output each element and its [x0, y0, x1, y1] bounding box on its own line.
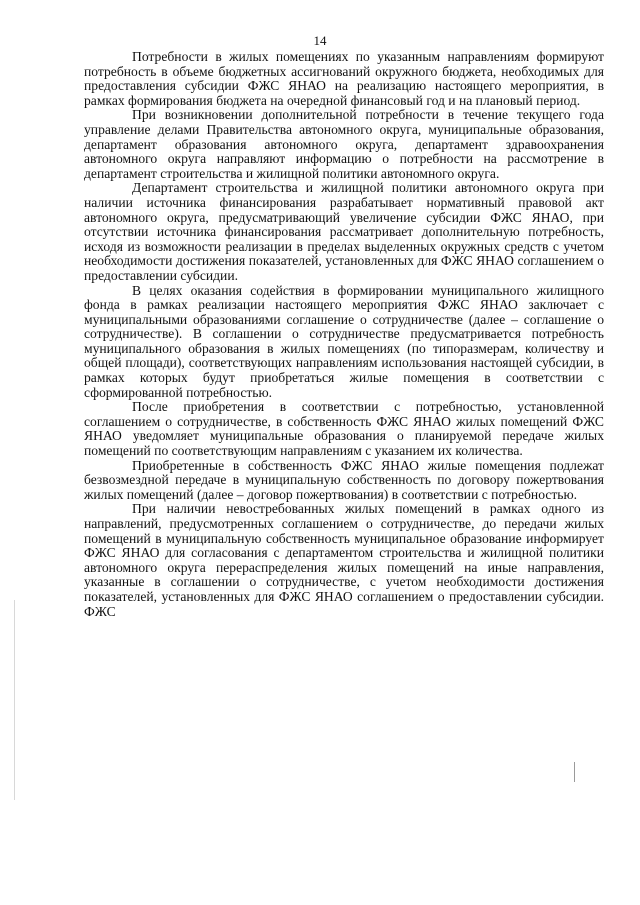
- paragraph-1: Потребности в жилых помещениях по указанным направлениям формируют потребность в объеме бюджетных ассигнований окружного бюджета, необходимых для предоставления субсидии ФЖС ЯНАО на реализацию настоящего мероприятия, в рамках формирования бюджета на очередной финансовый год и на плановый период.: [84, 49, 604, 108]
- paragraph-2: При возникновении дополнительной потребности в течение текущего года управление делами Правительства автономного округа, муниципальные образования, департамент образования автономного округа, департамент здравоохранения автономного округа направляют информацию о потребности на рассмотрение в департамент строительства и жилищной политики автономного округа.: [84, 107, 604, 181]
- paragraph-6: Приобретенные в собственность ФЖС ЯНАО жилые помещения подлежат безвозмездной передаче в муниципальную собственность по договору пожертвования жилых помещений (далее – договор пожертвования) в соответствии с потребностью.: [84, 457, 604, 502]
- page-number: 14: [313, 33, 327, 48]
- paragraph-3: Департамент строительства и жилищной политики автономного округа при наличии источника финансирования разрабатывает нормативный правовой акт автономного округа, предусматривающий увеличение субсидии ФЖС ЯНАО, при отсутствии источника финансирования рассматривает дополнительную потребность, исходя из возможности реализации в пределах выделенных окружных средств с учетом необходимости достижения показателей, установленных для ФЖС ЯНАО соглашением о предоставлении субсидии.: [84, 180, 604, 283]
- document-body: [84, 50, 604, 619]
- paragraph-7: При наличии невостребованных жилых помещений в рамках одного из направлений, предусмотренных соглашением о сотрудничестве, до передачи жилых помещений в муниципальную собственность муниципальное образование информирует ФЖС ЯНАО для согласования с департаментом строительства и жилищной политики автономного округа перераспределения жилых помещений на иные направления, указанные в соглашении о сотрудничестве, с учетом необходимости достижения показателей, установленных для ФЖС ЯНАО соглашением о предоставлении субсидии. ФЖС: [84, 501, 604, 619]
- scan-artifact-left: [14, 600, 15, 800]
- paragraph-4: В целях оказания содействия в формировании муниципального жилищного фонда в рамках реализации настоящего мероприятия ФЖС ЯНАО заключает с муниципальными образованиями соглашение о сотрудничестве (далее – соглашение о сотрудничестве). В соглашении о сотрудничестве предусматривается потребность муниципального образования в жилых помещениях (по типоразмерам, количеству и общей площади), соответствующих направлениям использования настоящей субсидии, в рамках которых будут приобретаться жилые помещения в соответствии с сформированной потребностью.: [84, 282, 604, 400]
- scan-artifact-dot: [574, 762, 575, 782]
- paragraph-5: После приобретения в соответствии с потребностью, установленной соглашением о сотрудничестве, в собственность ФЖС ЯНАО жилых помещений ФЖС ЯНАО уведомляет муниципальные образования о планируемой передаче жилых помещений по соответствующим направлениям с указанием их количества.: [84, 399, 604, 459]
